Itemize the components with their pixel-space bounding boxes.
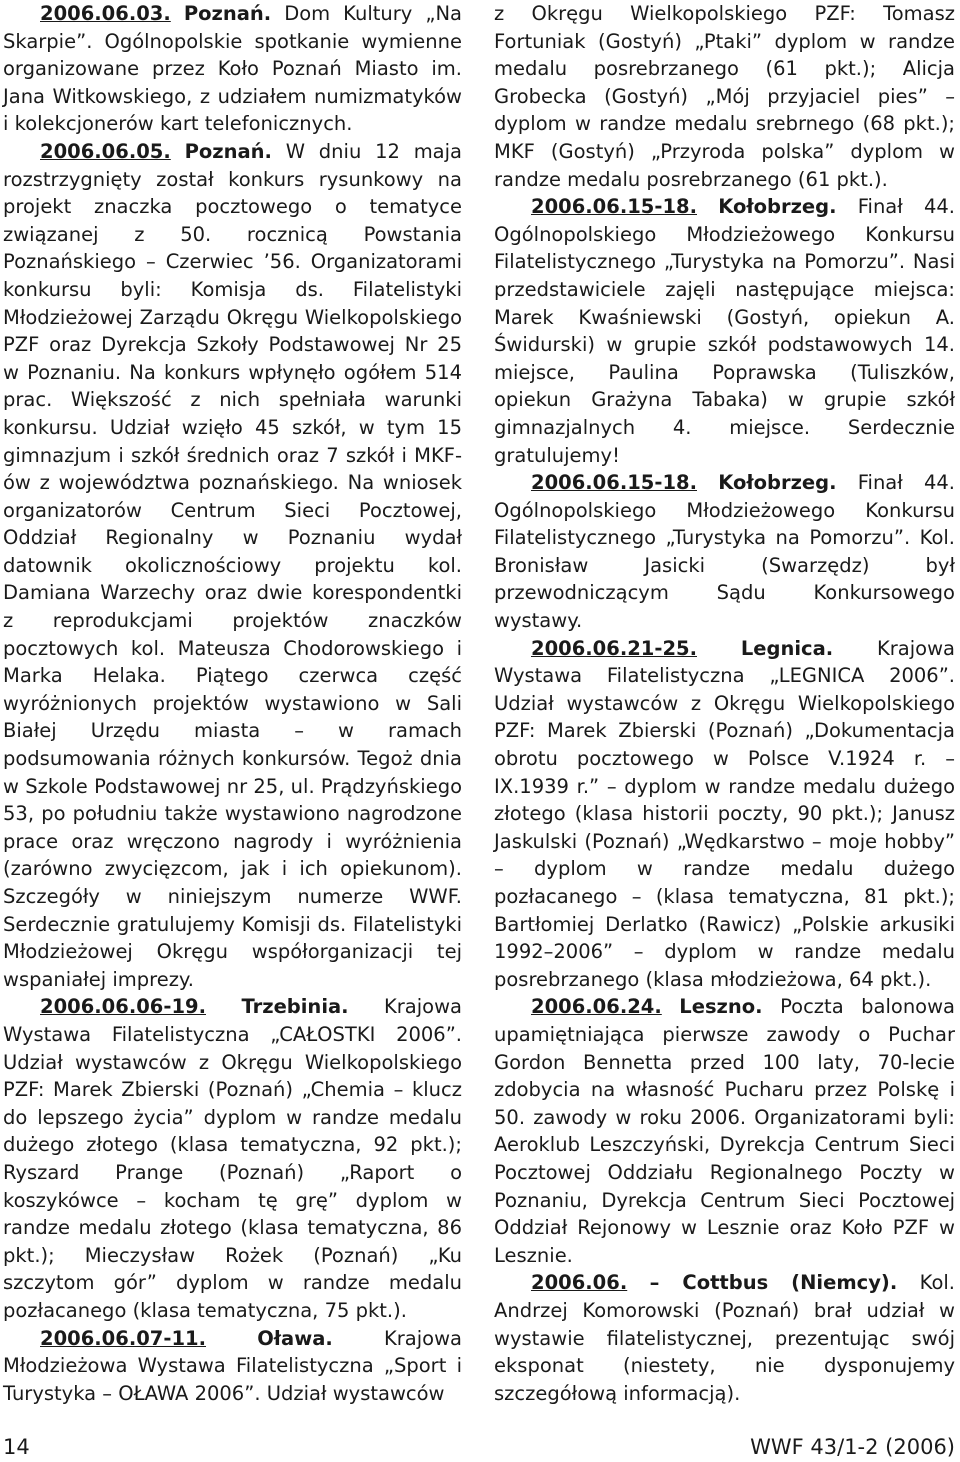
entry-2006-06-05	[3, 138, 462, 993]
entry-text: Krajowa Młodzieżowa Wystawa Filatelistyczna „Sport i Turystyka – OŁAWA 2006”. Udział wystawców	[3, 1326, 462, 1405]
entry-place: – Cottbus (Niemcy).	[649, 1271, 898, 1295]
page-number: 14	[3, 1435, 30, 1459]
right-column	[494, 0, 955, 1407]
entry-2006-06-03	[3, 0, 462, 138]
entry-continuation	[494, 0, 955, 193]
entry-2006-06-21-25	[494, 635, 955, 994]
entry-text: Krajowa Wystawa Filatelistyczna „LEGNICA 2006”. Udział wystawców z Okręgu Wielkopolskiego PZF: Marek Zbierski (Poznań) „Dokumentacja obrotu pocztowego w Polsce V.1924 r. – IX.1939 r.” – dyplom w randze medalu dużego złotego (klasa historii poczty, 90 pkt.); Janusz Jaskulski (Poznań) „Wędkarstwo – moje hobby” – dyplom w randze medalu dużego pozłacanego – (klasa tematyczna, 81 pkt.); Bartłomiej Derlatko (Rawicz) „Polskie arkusiki 1992–2006” – dyplom w randze medalu posrebrzanego (klasa młodzieżowa, 64 pkt.).	[494, 636, 955, 991]
entry-place: Poznań.	[183, 2, 272, 25]
entry-2006-06-cottbus	[494, 1269, 955, 1407]
entry-text: Poczta balonowa upamiętniająca pierwsze zawody o Puchar Gordon Bennetta przed 100 laty, 70-lecie zdobycia na własność Pucharu przez Polskę i 50. zawody w roku 2006. Organizatorami byli: Aeroklub Leszczyński, Dyrekcja Centrum Sieci Pocztowej Oddziału Regionalnego Poczty w Poznaniu, Dyrekcja Centrum Sieci Pocztowej Oddział Rejonowy w Lesznie oraz Koło PZF w Lesznie.	[494, 995, 956, 1267]
entry-text: Finał 44. Ogólnopolskiego Młodzieżowego Konkursu Filatelistycznego „Turystyka na Pomorzu”. Nasi przedstawiciele zajęli następujące miejsca: Marek Kwaśniewski (Gostyń, opiekun A. Świdurski) w grupie szkół podstawowych 14. miejsce, Paulina Poprawska (Tuliszków, opiekun Grażyna Tabaka) w grupie szkół gimnazjalnych 4. miejsce. Serdecznie gratulujemy!	[494, 195, 955, 467]
entry-2006-06-06-19	[3, 993, 462, 1324]
entry-2006-06-15-18-a	[494, 193, 955, 469]
entry-text: Kol. Andrzej Komorowski (Poznań) brał udział w wystawie filatelistycznej, prezentując swój eksponat (niestety, nie dysponujemy szczegółową informacją).	[494, 1271, 955, 1405]
entry-date: 2006.06.15-18.	[531, 195, 697, 219]
entry-place: Legnica.	[740, 636, 834, 660]
page-footer	[3, 1432, 955, 1462]
entry-place: Kołobrzeg.	[718, 471, 837, 495]
entry-place: Oława.	[257, 1326, 333, 1350]
entry-text: Dom Kultury „Na Skarpie”. Ogólnopolskie spotkanie wymienne organizowane przez Koło Poznań Miasto im. Jana Witkowskiego, z udziałem numizmatyków i kolekcjonerów kart telefonicznych.	[3, 2, 462, 136]
entry-2006-06-15-18-b	[494, 469, 955, 635]
entry-date: 2006.06.24.	[531, 995, 662, 1019]
entry-date: 2006.06.	[531, 1271, 628, 1295]
left-column	[3, 0, 462, 1407]
entry-date: 2006.06.07-11.	[40, 1326, 206, 1350]
issue-label: WWF 43/1-2 (2006)	[750, 1435, 955, 1459]
entry-place: Leszno.	[679, 995, 763, 1019]
entry-date: 2006.06.06-19.	[40, 995, 206, 1019]
entry-date: 2006.06.05.	[40, 139, 171, 163]
entry-date: 2006.06.15-18.	[531, 471, 697, 495]
entry-text: W dniu 12 maja rozstrzygnięty został konkurs rysunkowy na projekt znaczka pocztowego o tematyce związanej z 50. rocznicą Powstania Poznańskiego – Czerwiec ’56. Organizatorami konkursu byli: Komisja ds. Filatelistyki Młodzieżowej Zarządu Okręgu Wielkopolskiego PZF oraz Dyrekcja Szkoły Podstawowej Nr 25 w Poznaniu. Na konkurs wpłynęło ogółem 514 prac. Większość z nich spełniała warunki konkursu. Udział wzięło 45 szkół, w tym 15 gimnazjum i szkół średnich oraz 7 szkół i MKF-ów z województwa poznańskiego. Na wniosek organizatorów Centrum Sieci Pocztowej, Oddział Regionalny w Poznaniu wydał datownik okolicznościowy projektu kol. Damiana Warzechy oraz dwie korespondentki z reprodukcjami projektów znaczków pocztowych kol. Mateusza Chodorowskiego i Marka Helaka. Piątego czerwca część wyróżnionych projektów wystawiono w Sali Białej Urzędu miasta – w ramach podsumowania różnych konkursów. Tegoż dnia w Szkole Podstawowej nr 25, ul. Prądzyńskiego 53, po południu także wystawiono nagrodzone prace oraz wręczono nagrody i wyróżnienia (zarówno zwycięzcom, jak i ich opiekunom). Szczegóły w niniejszym numerze WWF. Serdecznie gratulujemy Komisji ds. Filatelistyki Młodzieżowej Okręgu współorganizacji tej wspaniałej imprezy.	[3, 139, 463, 991]
entry-text: Krajowa Wystawa Filatelistyczna „CAŁOSTKI 2006”. Udział wystawców z Okręgu Wielkopolskiego PZF: Marek Zbierski (Poznań) „Chemia – klucz do lepszego życia” dyplom w randze medalu dużego złotego (klasa tematyczna, 92 pkt.); Ryszard Prange (Poznań) „Raport o koszykówce – kocham tę grę” dyplom w randze medalu złotego (klasa tematyczna, 86 pkt.); Mieczysław Rożek (Poznań) „Ku szczytom gór” dyplom w randze medalu pozłacanego (klasa tematyczna, 75 pkt.).	[3, 995, 463, 1322]
entry-place: Poznań.	[184, 139, 272, 163]
entry-date: 2006.06.21-25.	[531, 636, 697, 660]
entry-place: Trzebinia.	[241, 995, 349, 1019]
entry-place: Kołobrzeg.	[718, 195, 837, 219]
entry-2006-06-07-11	[3, 1325, 462, 1408]
entry-text: Finał 44. Ogólnopolskiego Młodzieżowego Konkursu Filatelistycznego „Turystyka na Pomorzu”. Kol. Bronisław Jasicki (Swarzędz) był przewodniczącym Sądu Konkursowego wystawy.	[494, 471, 955, 633]
entry-date: 2006.06.03.	[40, 2, 171, 25]
entry-text: z Okręgu Wielkopolskiego PZF: Tomasz Fortuniak (Gostyń) „Ptaki” dyplom w randze medalu posrebrzanego (61 pkt.); Alicja Grobecka (Gostyń) „Mój przyjaciel pies” – dyplom w randze medalu srebrnego (68 pkt.); MKF (Gostyń) „Przyroda polska” dyplom w randze medalu posrebrzanego (61 pkt.).	[494, 2, 955, 191]
entry-2006-06-24	[494, 993, 955, 1269]
